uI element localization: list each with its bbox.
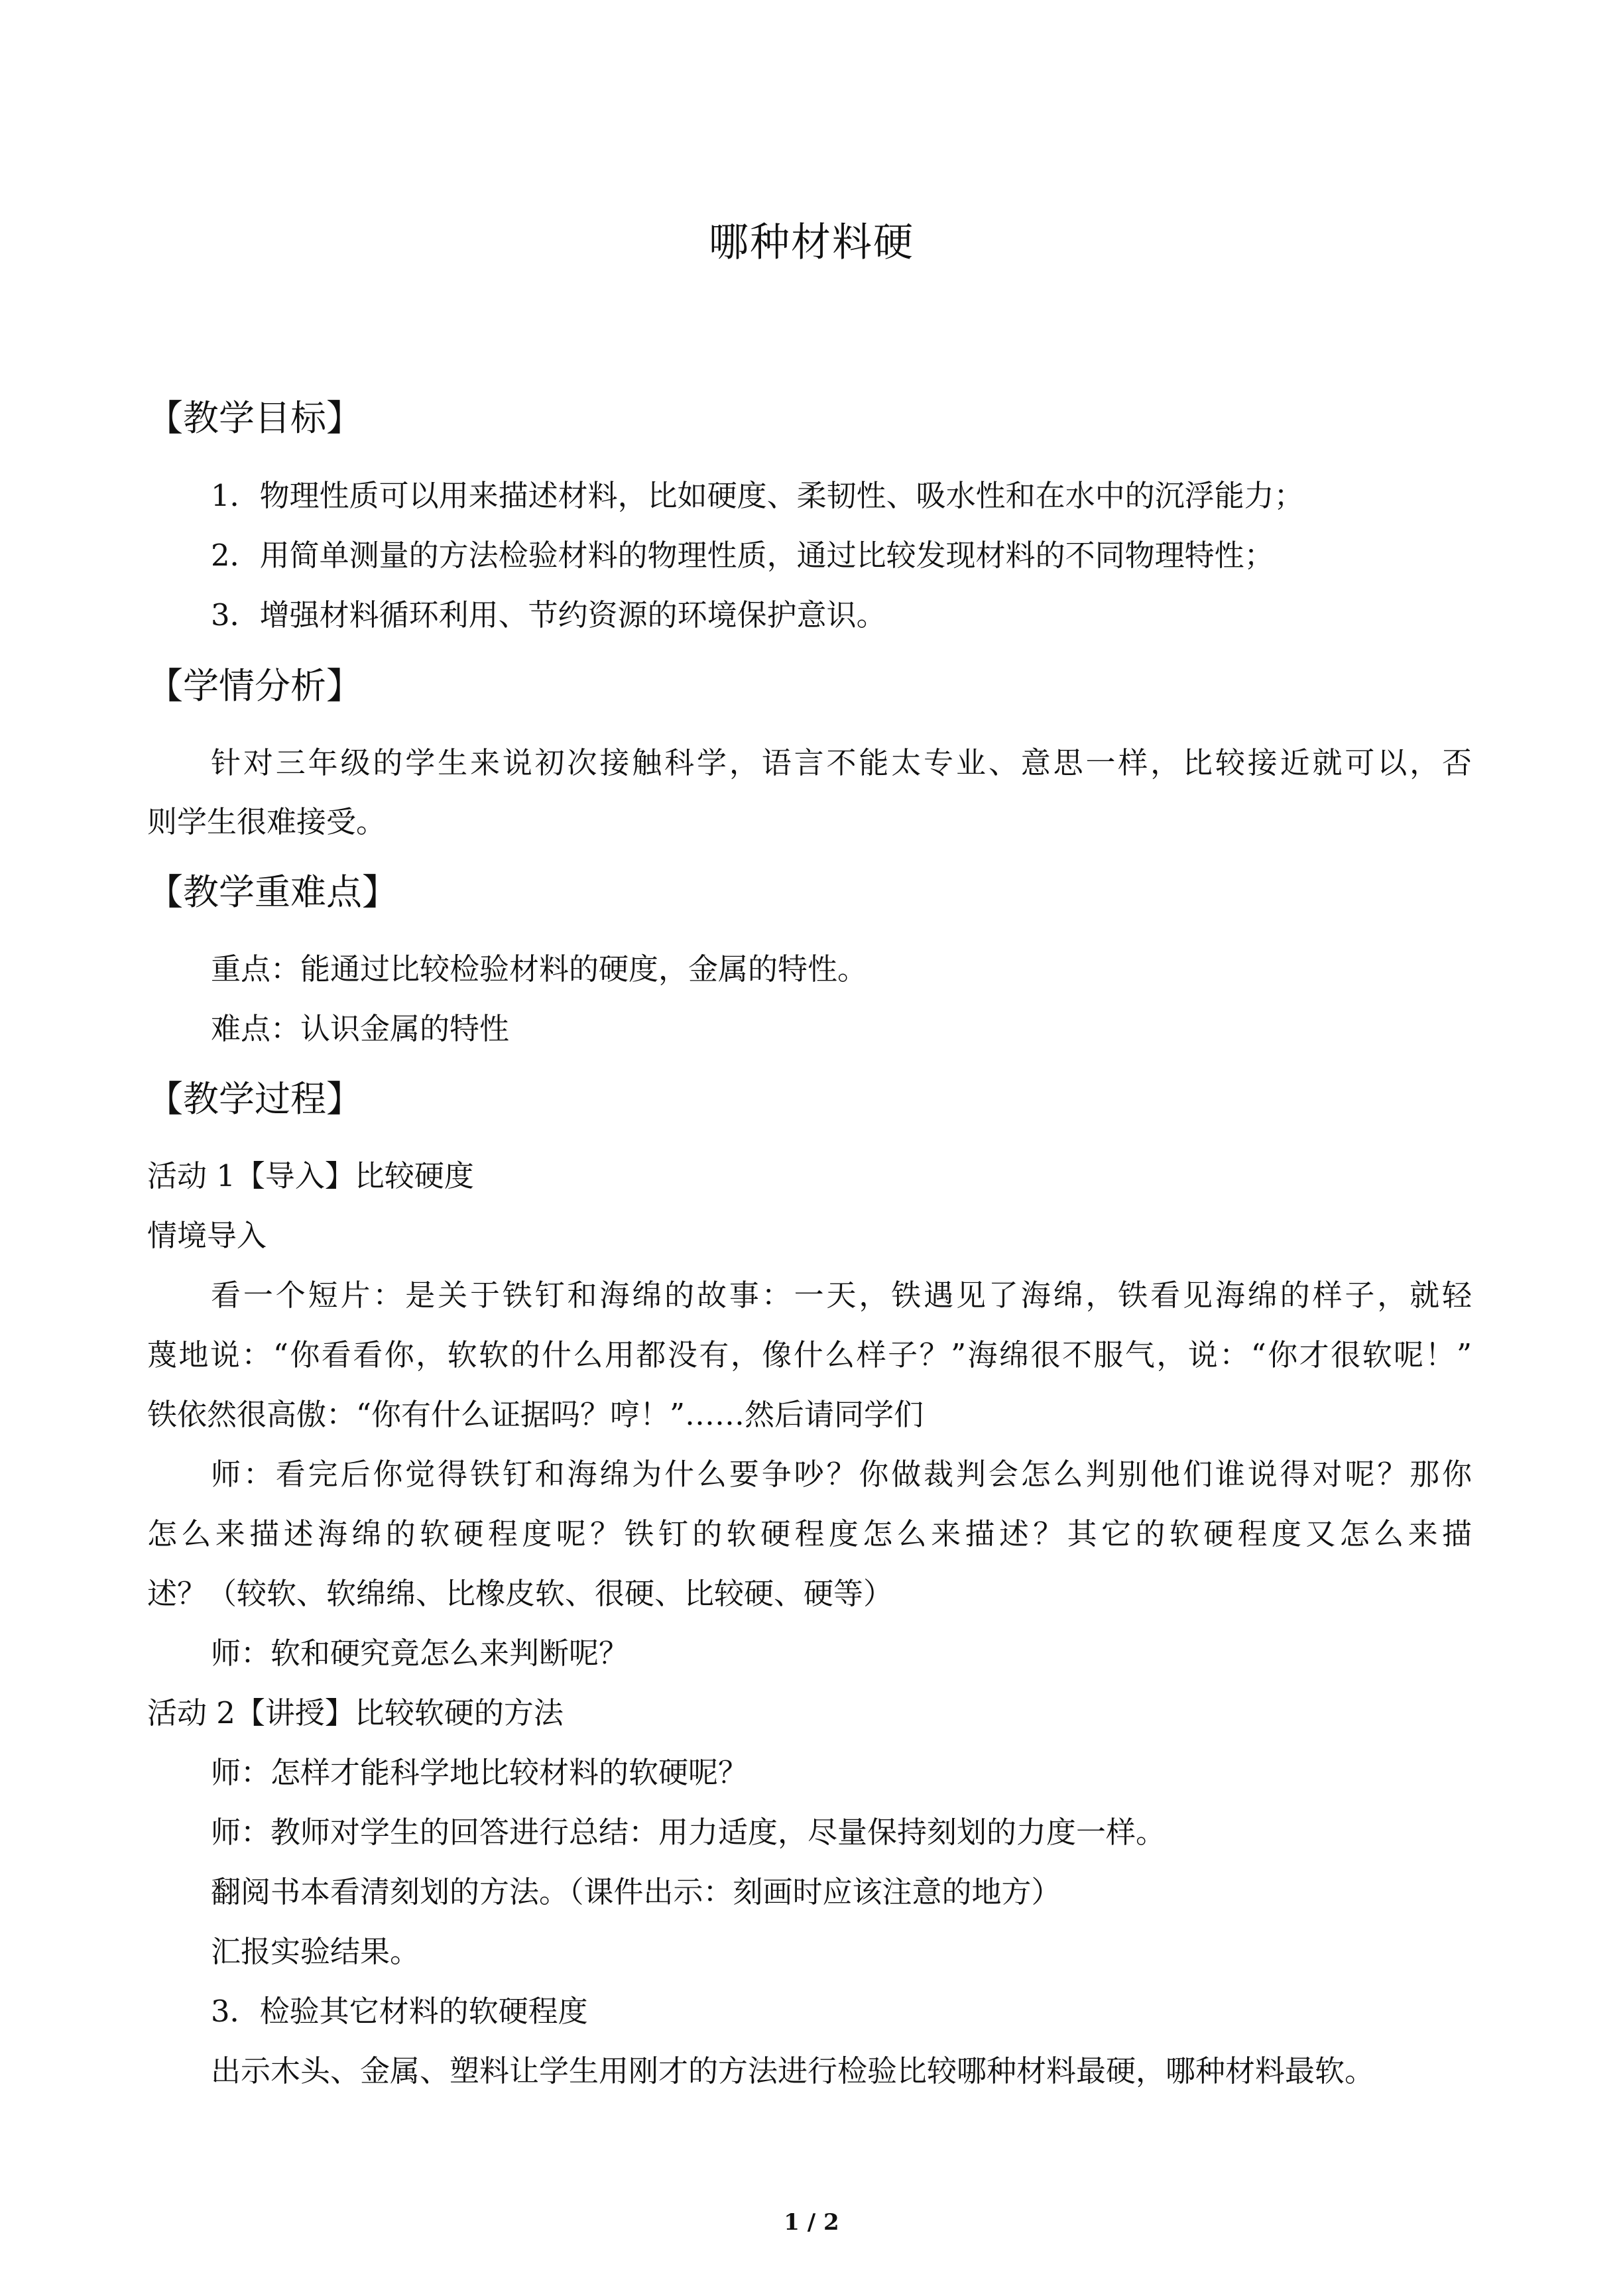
analysis-line: 则学生很难接受。 — [147, 804, 387, 839]
difficult-point: 难点：认识金属的特性 — [211, 1011, 510, 1046]
heading-teaching-goals: 【教学目标】 — [147, 397, 362, 439]
activity-1-title: 活动 1【导入】比较硬度 — [147, 1158, 474, 1193]
goal-item: 1．物理性质可以用来描述材料，比如硬度、柔韧性、吸水性和在水中的沉浮能力； — [211, 478, 1304, 513]
activity-2-line: 出示木头、金属、塑料让学生用刚才的方法进行检验比较哪种材料最硬，哪种材料最软。 — [211, 2053, 1375, 2088]
teacher-line: 师：看完后你觉得铁钉和海绵为什么要争吵？你做裁判会怎么判别他们谁说得对呢？那你 — [211, 1457, 1472, 1492]
page-number: 1 / 2 — [784, 2209, 839, 2236]
activity-2-line: 翻阅书本看清刻划的方法。（课件出示：刻画时应该注意的地方） — [211, 1874, 1061, 1909]
activity-2-line: 3．检验其它材料的软硬程度 — [211, 1994, 588, 2029]
teacher-line: 怎么来描述海绵的软硬程度呢？铁钉的软硬程度怎么来描述？其它的软硬程度又怎么来描 — [147, 1516, 1472, 1551]
teacher-line: 师：软和硬究竟怎么来判断呢？ — [211, 1636, 629, 1671]
activity-2-line: 师：教师对学生的回答进行总结：用力适度，尽量保持刻划的力度一样。 — [211, 1815, 1166, 1850]
analysis-line: 针对三年级的学生来说初次接触科学，语言不能太专业、意思一样，比较接近就可以，否 — [211, 745, 1472, 780]
activity-2-line: 师：怎样才能科学地比较材料的软硬呢？ — [211, 1755, 749, 1790]
goal-item: 3．增强材料循环利用、节约资源的环境保护意识。 — [211, 597, 886, 633]
heading-teaching-process: 【教学过程】 — [147, 1078, 362, 1120]
activity-1-subtitle: 情境导入 — [147, 1218, 267, 1253]
page-title: 哪种材料硬 — [709, 219, 914, 266]
key-point: 重点：能通过比较检验材料的硬度，金属的特性。 — [211, 951, 868, 987]
goal-item: 2．用简单测量的方法检验材料的物理性质，通过比较发现材料的不同物理特性； — [211, 538, 1274, 573]
teacher-line: 述？（较软、软绵绵、比橡皮软、很硬、比较硬、硬等） — [147, 1576, 894, 1611]
heading-key-points: 【教学重难点】 — [147, 871, 398, 913]
activity-2-line: 汇报实验结果。 — [211, 1934, 420, 1969]
story-line: 铁依然很高傲：“你有什么证据吗？哼！”……然后请同学们 — [147, 1397, 924, 1432]
story-line: 蔑地说：“你看看你，软软的什么用都没有，像什么样子？”海绵很不服气，说：“你才很软呢！” — [147, 1337, 1472, 1372]
activity-2-title: 活动 2【讲授】比较软硬的方法 — [147, 1695, 564, 1730]
heading-student-analysis: 【学情分析】 — [147, 665, 362, 707]
story-line: 看一个短片：是关于铁钉和海绵的故事：一天，铁遇见了海绵，铁看见海绵的样子，就轻 — [211, 1278, 1472, 1313]
